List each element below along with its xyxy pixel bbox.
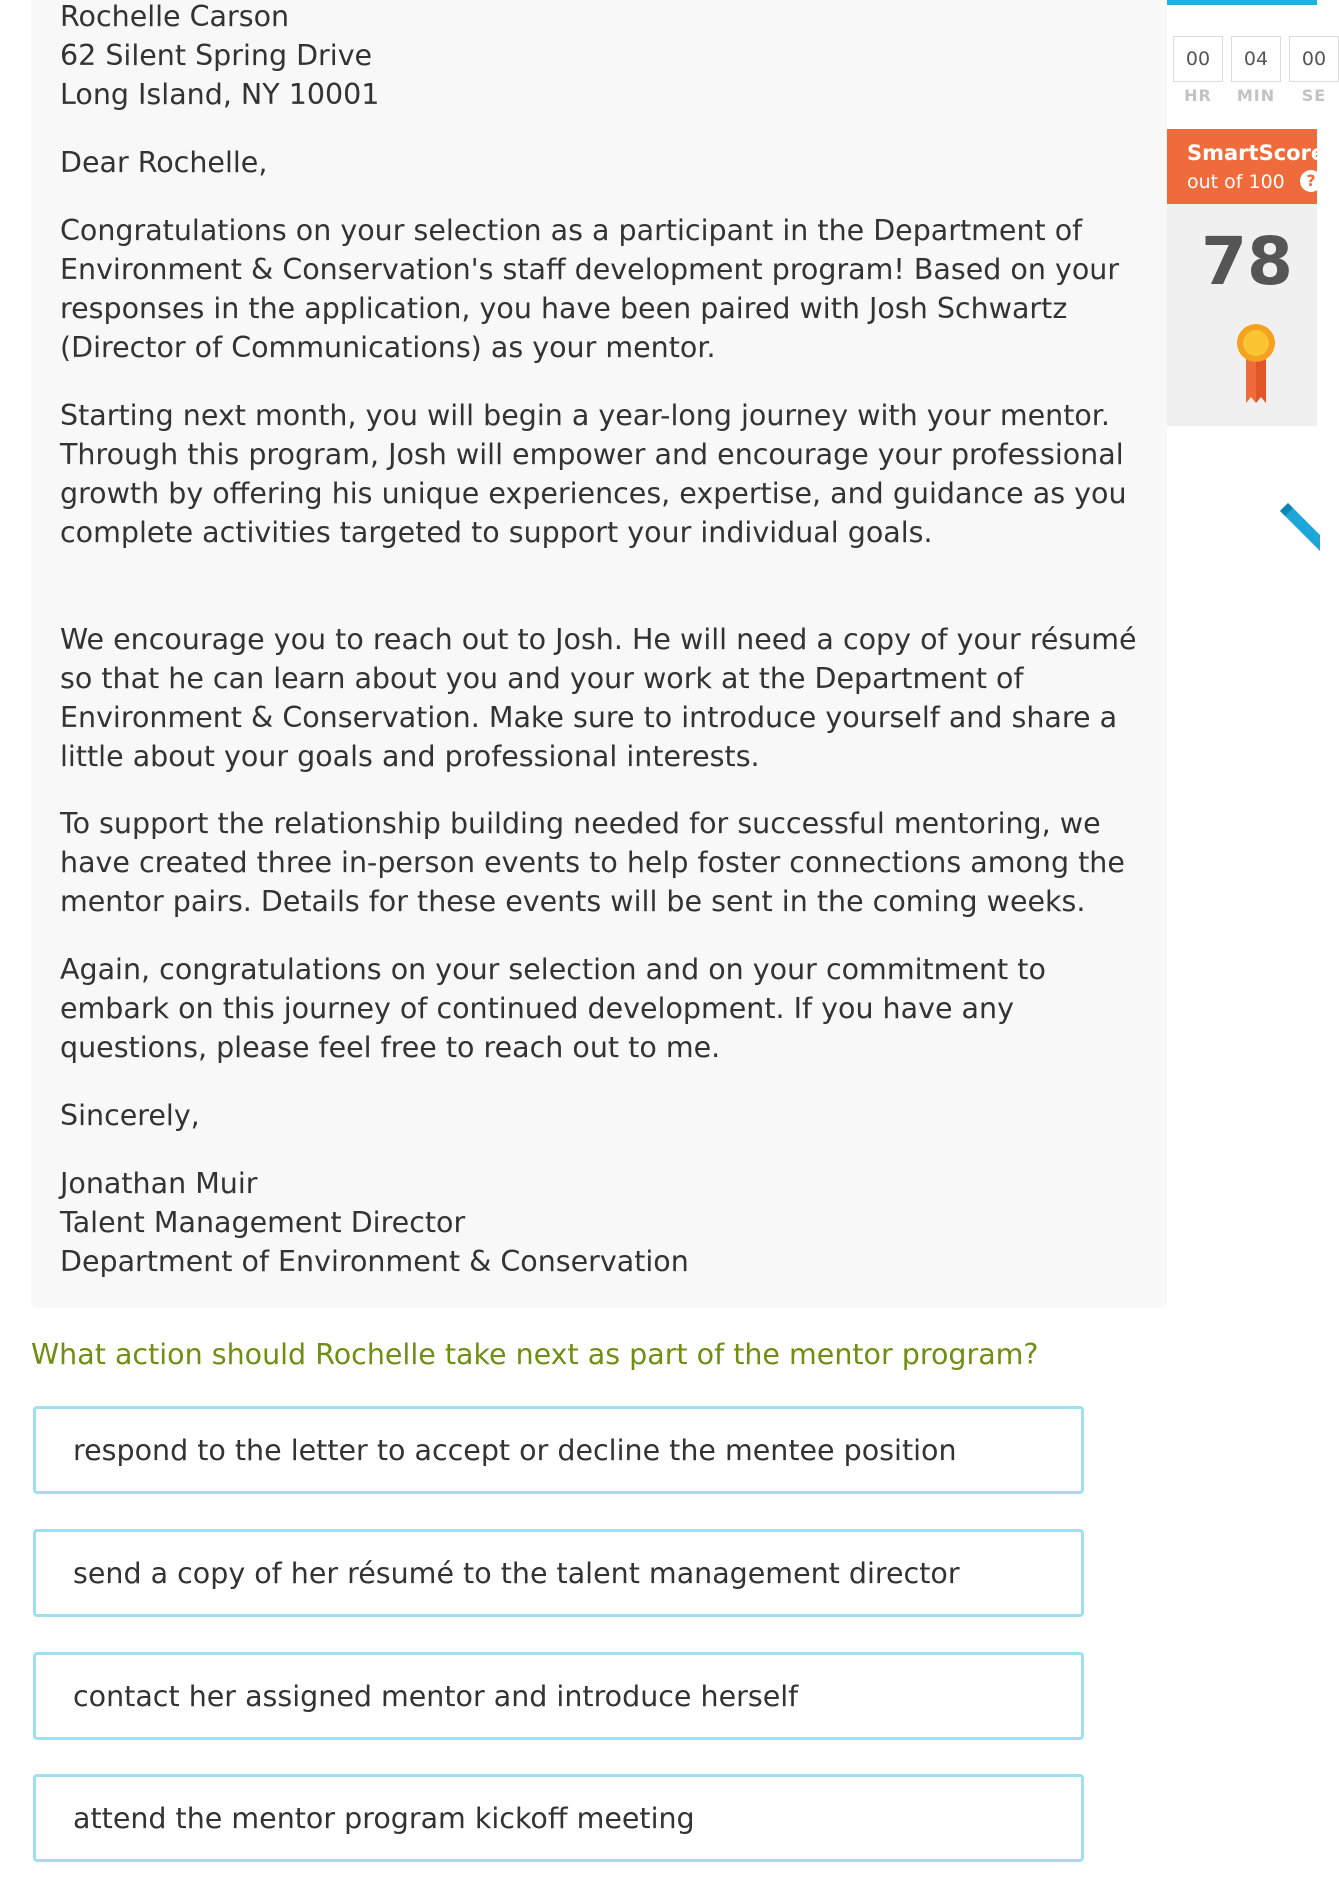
help-icon[interactable]: ? [1300, 170, 1322, 192]
pencil-icon[interactable] [1280, 503, 1320, 553]
timer-seconds: 00 [1289, 36, 1339, 82]
letter-closing: Sincerely, [60, 1099, 200, 1132]
answer-choice-1-label: respond to the letter to accept or decline the mentee position [73, 1434, 957, 1467]
recipient-city: Long Island, NY 10001 [60, 78, 380, 111]
timer-minutes-label: MIN [1236, 86, 1276, 105]
smartscore-subtitle: out of 100 [1187, 171, 1285, 193]
timer-top-border [1167, 0, 1317, 5]
signature-block [60, 1164, 1160, 1281]
recipient-address [60, 0, 1160, 114]
answer-choice-2[interactable] [33, 1529, 1084, 1617]
signature-department: Department of Environment & Conservation [60, 1245, 689, 1278]
signature-title: Talent Management Director [60, 1206, 466, 1239]
letter-panel [31, 0, 1167, 1308]
answer-choice-3[interactable] [33, 1652, 1084, 1740]
smartscore-title: SmartScore [1187, 141, 1326, 165]
answer-choice-1[interactable] [33, 1406, 1084, 1494]
letter-paragraph-1: Congratulations on your selection as a participant in the Department of Environment & Conservation's staff development program! Based on your responses in the application, you have been paired with Josh Schwartz (Director of Communications) as your mentor. [60, 214, 1120, 364]
timer-hours-label: HR [1184, 86, 1212, 105]
timer-hours: 00 [1173, 36, 1223, 82]
smartscore-header [1167, 129, 1326, 204]
answer-choice-4[interactable] [33, 1774, 1084, 1862]
signature-name: Jonathan Muir [60, 1167, 258, 1200]
letter-paragraph-5: Again, congratulations on your selection and on your commitment to embark on this journey of continued development. If you have any questions, please feel free to reach out to me. [60, 953, 1046, 1064]
timer-minutes: 04 [1231, 36, 1281, 82]
recipient-name: Rochelle Carson [60, 0, 290, 33]
recipient-street: 62 Silent Spring Drive [60, 39, 373, 72]
letter-paragraph-4: To support the relationship building needed for successful mentoring, we have created three in-person events to help foster connections among the mentor pairs. Details for these events will be sent in the coming weeks. [60, 807, 1125, 918]
letter-paragraph-2: Starting next month, you will begin a year-long journey with your mentor. Through this program, Josh will empower and encourage your professional growth by offering his unique experiences, expertise, and guidance as you complete activities targeted to support your individual goals. [60, 399, 1127, 549]
salutation: Dear Rochelle, [60, 146, 268, 179]
smartscore-value: 78 [1201, 223, 1293, 300]
answer-choice-3-label: contact her assigned mentor and introduce herself [73, 1680, 799, 1713]
timer-seconds-label: SE [1301, 86, 1327, 105]
question-prompt: What action should Rochelle take next as part of the mentor program? [31, 1338, 1039, 1371]
answer-choice-4-label: attend the mentor program kickoff meeting [73, 1802, 695, 1835]
award-ribbon-icon [1234, 321, 1278, 405]
answer-choice-2-label: send a copy of her résumé to the talent management director [73, 1557, 960, 1590]
letter-paragraph-3: We encourage you to reach out to Josh. He will need a copy of your résumé so that he can learn about you and your work at the Department of Environment & Conservation. Make sure to introduce yourself and share a little about your goals and professional interests. [60, 623, 1137, 773]
